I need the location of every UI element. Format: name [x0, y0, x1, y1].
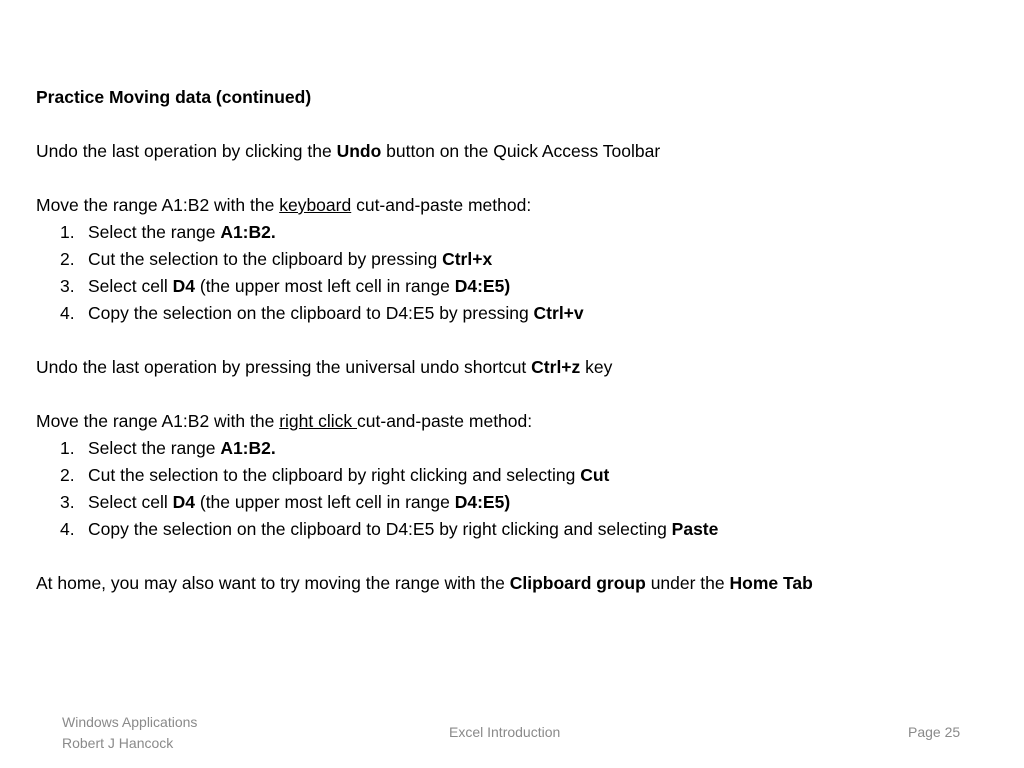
undo1-pre: Undo the last operation by clicking the [36, 141, 337, 161]
move-rightclick-heading [36, 408, 996, 435]
step-bold: Ctrl+v [533, 303, 584, 323]
step-number: 2. [60, 249, 75, 269]
title-text: Practice Moving data (continued) [36, 87, 312, 107]
step-text: Copy the selection on the clipboard to D4:E5 by right clicking and selecting [88, 519, 672, 539]
home-pre: At home, you may also want to try moving the range with the [36, 573, 510, 593]
step-number: 2. [60, 465, 75, 485]
step-text: Copy the selection on the clipboard to D4:E5 by pressing [88, 303, 534, 323]
step-bold: D4 [172, 492, 195, 512]
home-mid: under the [645, 573, 730, 593]
move-rightclick-pre: Move the range A1:B2 with the [36, 411, 280, 431]
step-number: 3. [60, 492, 75, 512]
spacer [36, 165, 996, 192]
footer-course: Windows Applications [62, 714, 198, 730]
rightclick-step-2 [36, 462, 996, 489]
undo1-post: button on the Quick Access Toolbar [381, 141, 661, 161]
step-text: Select cell [88, 276, 173, 296]
spacer [36, 327, 996, 354]
slide-body [36, 84, 996, 597]
step-number: 1. [60, 438, 75, 458]
footer-topic: Excel Introduction [449, 724, 561, 740]
move-keyboard-underline: keyboard [279, 195, 352, 215]
undo2-post: key [580, 357, 613, 377]
undo-instruction-2 [36, 354, 996, 381]
step-bold-2: D4:E5) [454, 276, 511, 296]
step-bold-2: D4:E5) [454, 492, 511, 512]
keyboard-step-1 [36, 219, 996, 246]
step-bold: A1:B2. [220, 222, 276, 242]
move-keyboard-pre: Move the range A1:B2 with the [36, 195, 280, 215]
undo-instruction-1 [36, 138, 996, 165]
step-text: Cut the selection to the clipboard by right clicking and selecting [88, 465, 581, 485]
step-text: Cut the selection to the clipboard by pressing [88, 249, 443, 269]
spacer [36, 543, 996, 570]
keyboard-step-2 [36, 246, 996, 273]
home-bold: Clipboard group [509, 573, 646, 593]
move-keyboard-heading [36, 192, 996, 219]
slide-title [36, 84, 996, 111]
footer-author-name: Robert J Hancock [62, 735, 174, 751]
step-text: Select the range [88, 222, 221, 242]
step-number: 3. [60, 276, 75, 296]
spacer [36, 381, 996, 408]
keyboard-step-4 [36, 300, 996, 327]
step-bold: Cut [580, 465, 610, 485]
step-number: 4. [60, 303, 75, 323]
rightclick-step-1 [36, 435, 996, 462]
spacer [36, 111, 996, 138]
home-instruction [36, 570, 996, 597]
undo2-bold: Ctrl+z [531, 357, 581, 377]
undo2-pre: Undo the last operation by pressing the universal undo shortcut [36, 357, 532, 377]
step-mid: (the upper most left cell in range [195, 492, 455, 512]
step-bold: A1:B2. [220, 438, 276, 458]
step-mid: (the upper most left cell in range [195, 276, 455, 296]
step-number: 1. [60, 222, 75, 242]
undo1-bold: Undo [336, 141, 382, 161]
move-rightclick-post: cut-and-paste method: [357, 411, 533, 431]
move-keyboard-post: cut-and-paste method: [351, 195, 532, 215]
move-rightclick-underline: right click [279, 411, 358, 431]
step-bold: Paste [671, 519, 719, 539]
step-bold: Ctrl+x [442, 249, 493, 269]
step-number: 4. [60, 519, 75, 539]
step-bold: D4 [172, 276, 195, 296]
keyboard-step-3 [36, 273, 996, 300]
rightclick-step-3 [36, 489, 996, 516]
footer-author [62, 712, 197, 754]
home-bold-2: Home Tab [729, 573, 813, 593]
rightclick-step-4 [36, 516, 996, 543]
step-text: Select the range [88, 438, 221, 458]
step-text: Select cell [88, 492, 173, 512]
footer-page-number: Page 25 [908, 724, 961, 740]
